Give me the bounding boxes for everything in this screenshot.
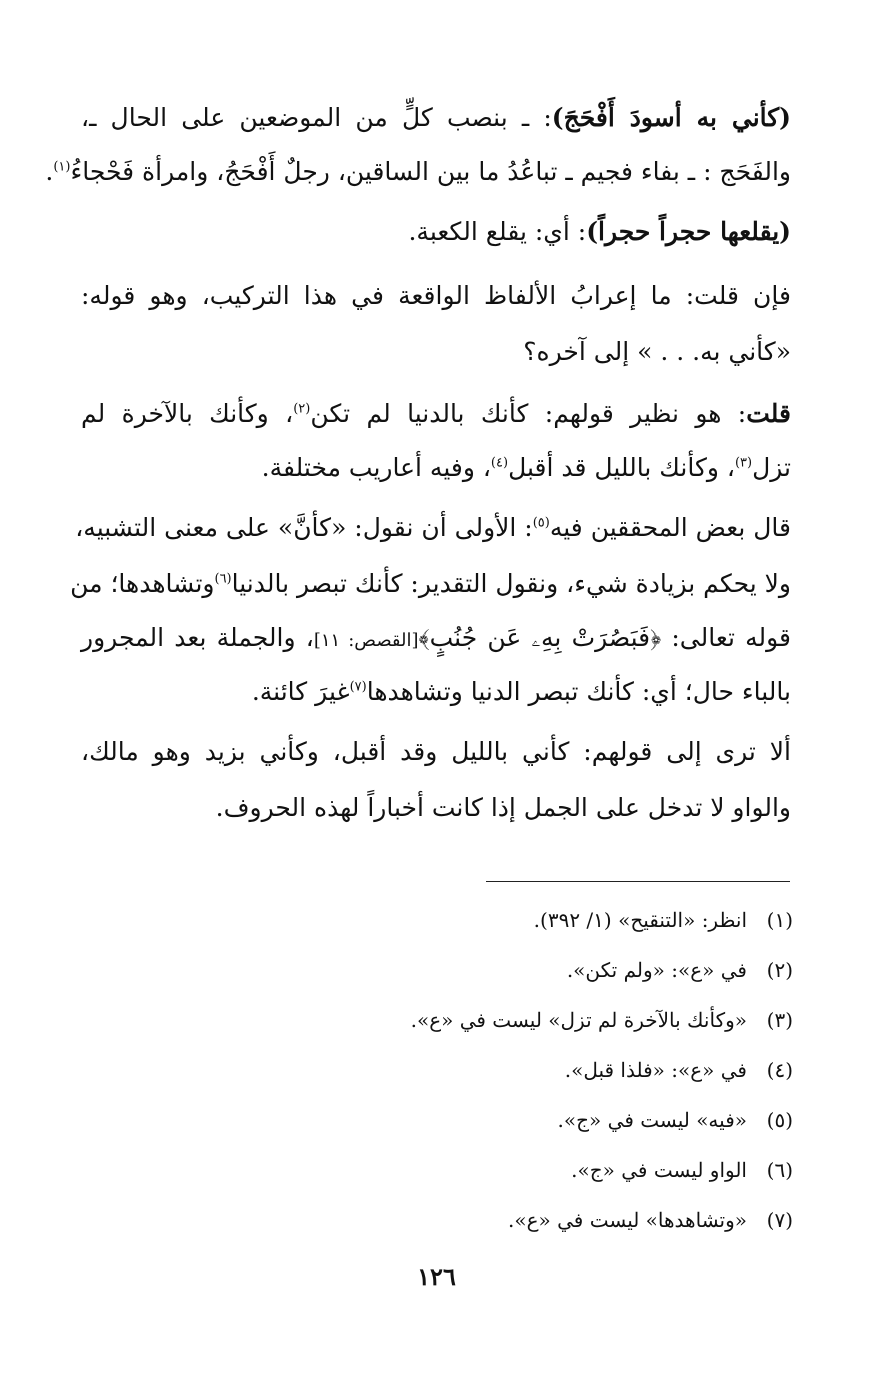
footnote-7 xyxy=(333,1205,793,1235)
paragraph-4-line-1 xyxy=(81,396,791,432)
footnote-separator xyxy=(486,881,790,882)
footnote-ref: (٦) xyxy=(214,571,232,587)
paragraph-6-line-1 xyxy=(81,734,791,770)
paragraph-1-line-1 xyxy=(81,100,791,136)
text-run: فإن قلت: ما إعرابُ الألفاظ الواقعة في هذا التركيب، وهو قوله: xyxy=(81,281,791,310)
footnote-text: الواو ليست في «ج». xyxy=(571,1158,747,1182)
footnote-5 xyxy=(333,1105,793,1135)
paragraph-2 xyxy=(81,214,791,250)
text-run: ، وفيه أعاريب مختلفة. xyxy=(261,453,491,482)
footnote-3 xyxy=(333,1005,793,1035)
text-run: والفَحَج : ـ بفاء فجيم ـ تباعُدُ ما بين الساقين، رجلٌ أَفْحَجُ، وامرأة فَحْجاءُ xyxy=(70,157,791,186)
footnote-text: «وكأنك بالآخرة لم تزل» ليست في «ع». xyxy=(410,1008,747,1032)
footnote-number: (٧) xyxy=(766,1208,793,1232)
paragraph-3-line-1 xyxy=(81,278,791,314)
text-run: : هو نظير قولهم: كأنك بالدنيا لم تكن xyxy=(310,399,747,428)
text-run: ألا ترى إلى قولهم: كأني بالليل وقد أقبل، وكأني بزيد وهو مالك، xyxy=(81,737,791,766)
footnote-text: «وتشاهدها» ليست في «ع». xyxy=(508,1208,747,1232)
bold-phrase: قلت xyxy=(746,399,791,428)
text-run: ، والجملة بعد المجرور xyxy=(81,623,314,652)
bold-phrase: (يقلعها حجراً حجراً) xyxy=(586,217,791,246)
footnote-1 xyxy=(333,905,793,935)
text-run: قال بعض المحققين فيه xyxy=(549,513,791,542)
footnote-4 xyxy=(333,1055,793,1085)
text-run: تزل xyxy=(752,453,791,482)
footnote-number: (٥) xyxy=(766,1108,793,1132)
paragraph-5-line-1 xyxy=(75,510,791,546)
paragraph-5-line-3 xyxy=(81,620,791,659)
paragraph-5-line-2 xyxy=(70,566,791,602)
footnote-number: (١) xyxy=(766,908,793,932)
footnote-text: في «ع»: «ولم تكن». xyxy=(566,958,747,982)
text-run: ، وكأنك بالليل قد أقبل xyxy=(508,453,735,482)
text-run: . xyxy=(45,157,54,186)
page-number: ١٢٦ xyxy=(417,1262,456,1291)
footnote-ref: (٣) xyxy=(734,455,753,471)
text-run: : أي: يقلع الكعبة. xyxy=(408,217,587,246)
verse-citation: [القصص: ١١] xyxy=(313,630,419,651)
bold-phrase: (كأني به أسودَ أَفْحَجَ) xyxy=(551,103,791,132)
footnote-text: في «ع»: «فلذا قبل». xyxy=(564,1058,747,1082)
footnote-ref: (٤) xyxy=(490,455,509,471)
footnote-number: (٤) xyxy=(766,1058,793,1082)
footnote-text: «فيه» ليست في «ج». xyxy=(557,1108,747,1132)
paragraph-1-line-2 xyxy=(45,154,791,190)
text-run: وتشاهدها؛ من xyxy=(70,569,215,598)
footnote-ref: (٥) xyxy=(532,515,550,531)
quran-verse: قوله تعالى: ﴿فَبَصُرَتْ بِهِۦ عَن جُنُبٍ﴾ xyxy=(418,623,791,652)
paragraph-3-line-2 xyxy=(81,334,791,370)
text-run: : ـ بنصب كلٍّ من الموضعين على الحال ـ، xyxy=(81,103,552,132)
footnote-number: (٣) xyxy=(766,1008,793,1032)
text-run: : الأولى أن نقول: «كأنَّ» على معنى التشبيه، xyxy=(75,513,533,542)
paragraph-6-line-2 xyxy=(81,790,791,826)
text-run: بالباء حال؛ أي: كأنك تبصر الدنيا وتشاهدها xyxy=(366,677,791,706)
footnote-6 xyxy=(333,1155,793,1185)
footnote-number: (٦) xyxy=(766,1158,793,1182)
footnote-ref: (١) xyxy=(53,159,71,175)
footnote-text: انظر: «التنقيح» (١/ ٣٩٢). xyxy=(533,908,747,932)
text-run: غيرَ كائنة. xyxy=(251,677,350,706)
text-run: ، وكأنك بالآخرة لم xyxy=(81,399,294,428)
text-run: ولا يحكم بزيادة شيء، ونقول التقدير: كأنك تبصر بالدنيا xyxy=(231,569,791,598)
paragraph-5-line-4 xyxy=(81,674,791,710)
footnote-ref: (٧) xyxy=(349,679,367,695)
text-run: والواو لا تدخل على الجمل إذا كانت أخباراً لهذه الحروف. xyxy=(215,793,791,822)
footnote-2 xyxy=(333,955,793,985)
footnote-ref: (٢) xyxy=(293,401,311,417)
footnote-number: (٢) xyxy=(766,958,793,982)
text-run: «كأني به. . . » إلى آخره؟ xyxy=(523,337,791,366)
paragraph-4-line-2 xyxy=(81,450,791,486)
